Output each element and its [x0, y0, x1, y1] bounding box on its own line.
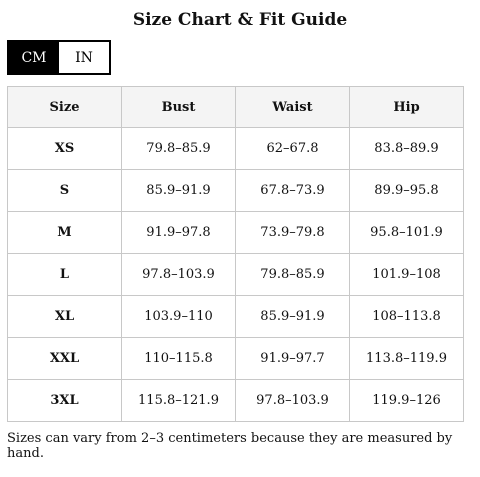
size-chart-table	[7, 86, 464, 422]
size-cell: L	[8, 254, 122, 296]
header-hip: Hip	[350, 87, 464, 128]
table-row	[8, 254, 464, 296]
hip-cell: 113.8–119.9	[350, 338, 464, 380]
size-cell: M	[8, 212, 122, 254]
hip-cell: 108–113.8	[350, 296, 464, 338]
header-size: Size	[8, 87, 122, 128]
bust-cell: 110–115.8	[122, 338, 236, 380]
bust-cell: 85.9–91.9	[122, 170, 236, 212]
hip-cell: 95.8–101.9	[350, 212, 464, 254]
bust-cell: 115.8–121.9	[122, 380, 236, 422]
waist-cell: 97.8–103.9	[236, 380, 350, 422]
waist-cell: 79.8–85.9	[236, 254, 350, 296]
waist-cell: 91.9–97.7	[236, 338, 350, 380]
unit-toggle	[7, 40, 111, 75]
hip-cell: 89.9–95.8	[350, 170, 464, 212]
hip-cell: 83.8–89.9	[350, 128, 464, 170]
table-row	[8, 296, 464, 338]
page-title: Size Chart & Fit Guide	[132, 10, 348, 30]
header-waist: Waist	[236, 87, 350, 128]
size-cell: 3XL	[8, 380, 122, 422]
table-header-row	[8, 87, 464, 128]
table-row	[8, 170, 464, 212]
measurement-note: Sizes can vary from 2–3 centimeters because they are measured by hand.	[7, 431, 453, 461]
waist-cell: 62–67.8	[236, 128, 350, 170]
table-row	[8, 338, 464, 380]
unit-in-button[interactable]: IN	[59, 42, 109, 73]
waist-cell: 85.9–91.9	[236, 296, 350, 338]
table-row	[8, 380, 464, 422]
size-cell: S	[8, 170, 122, 212]
bust-cell: 79.8–85.9	[122, 128, 236, 170]
waist-cell: 73.9–79.8	[236, 212, 350, 254]
table-row	[8, 212, 464, 254]
size-cell: XL	[8, 296, 122, 338]
bust-cell: 97.8–103.9	[122, 254, 236, 296]
bust-cell: 103.9–110	[122, 296, 236, 338]
hip-cell: 119.9–126	[350, 380, 464, 422]
table-row	[8, 128, 464, 170]
size-cell: XS	[8, 128, 122, 170]
bust-cell: 91.9–97.8	[122, 212, 236, 254]
size-cell: XXL	[8, 338, 122, 380]
waist-cell: 67.8–73.9	[236, 170, 350, 212]
unit-cm-button[interactable]: CM	[9, 42, 59, 73]
hip-cell: 101.9–108	[350, 254, 464, 296]
header-bust: Bust	[122, 87, 236, 128]
